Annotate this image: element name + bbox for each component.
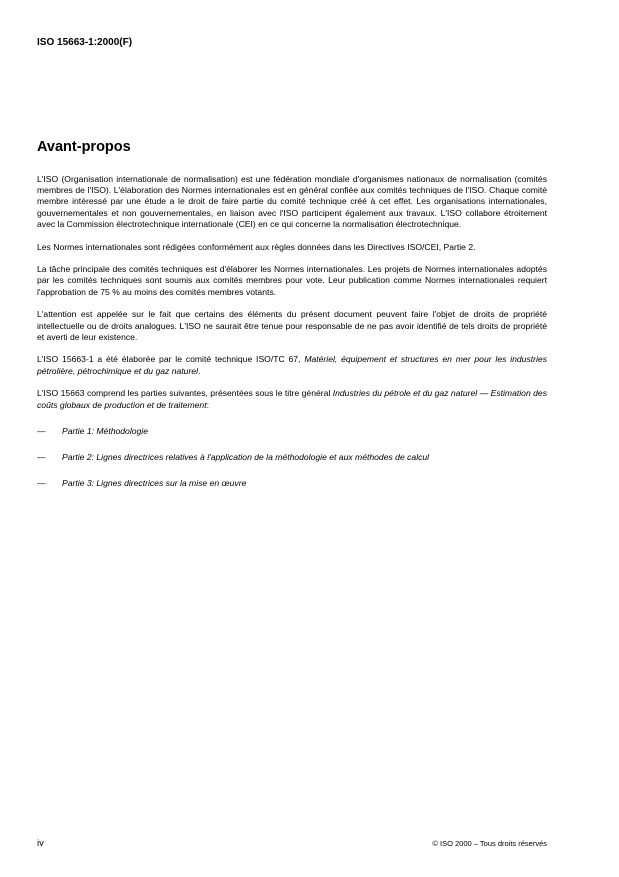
text: L'ISO 15663-1 a été élaborée par le comité technique ISO/TC 67, xyxy=(37,354,305,365)
document-header: ISO 15663-1:2000(F) xyxy=(37,37,133,48)
text: : xyxy=(206,399,209,410)
list-item-part-2 xyxy=(37,452,547,463)
paragraph-directives: Les Normes internationales sont rédigées conformément aux règles données dans les Directives ISO/CEI, Partie 2. xyxy=(37,241,476,252)
dash-bullet: — xyxy=(37,451,46,462)
page-title: Avant-propos xyxy=(37,139,131,155)
part-label: Partie 3: Lignes directrices sur la mise en œuvre xyxy=(62,478,247,489)
text: L'ISO 15663 comprend les parties suivantes, présentées sous le titre général xyxy=(37,388,333,399)
list-item-part-1 xyxy=(37,426,547,437)
paragraph-parts-intro xyxy=(37,388,547,410)
foreword-body xyxy=(37,174,547,504)
part-label: Partie 2: Lignes directrices relatives à l'application de la méthodologie et aux méthodes de calcul xyxy=(62,451,430,462)
paragraph-iso-intro: L'ISO (Organisation internationale de normalisation) est une fédération mondiale d'organismes nationaux de normalisation (comités membres de l'ISO). L'élaboration des Normes internationales est en général confiée aux comités techniques de l'ISO. Chaque comité membre intéressé par une étude a le droit de faire partie du comité technique créé à cet effet. Les organisations internationales, gouvernementales et non gouvernementales, en liaison avec l'ISO participent également aux travaux. L'ISO collabore étroitement avec la Commission électrotechnique internationale (CEI) en ce qui concerne la normalisation électrotechnique. xyxy=(37,174,547,229)
general-title: Industries du pétrole et du gaz naturel — Estimation des coûts globaux de production et de traitement xyxy=(37,388,547,410)
dash-bullet: — xyxy=(37,425,46,436)
committee-title: Matériel, équipement et structures en mer pour les industries pétrolière, pétrochimique et du gaz naturel xyxy=(37,354,547,376)
page-number: iv xyxy=(37,838,44,849)
text: . xyxy=(198,365,201,376)
list-item-part-3 xyxy=(37,478,547,489)
copyright-notice: © ISO 2000 – Tous droits réservés xyxy=(432,839,547,848)
paragraph-main-task: La tâche principale des comités techniques est d'élaborer les Normes internationales. Les projets de Normes internationales adoptés par les comités techniques sont soumis aux comités membres pour vote. Leur publication comme Normes internationales requiert l'approbation de 75 % au moins des comités membres votants. xyxy=(37,264,547,297)
dash-bullet: — xyxy=(37,478,46,489)
paragraph-patent-notice: L'attention est appelée sur le fait que certains des éléments du présent document peuvent faire l'objet de droits de propriété intellectuelle ou de droits analogues. L'ISO ne saurait être tenue pour responsable de ne pas avoir identifié de tels droits de propriété et averti de leur existence. xyxy=(37,309,547,342)
paragraph-committee xyxy=(37,354,547,376)
part-label: Partie 1: Méthodologie xyxy=(62,425,148,436)
